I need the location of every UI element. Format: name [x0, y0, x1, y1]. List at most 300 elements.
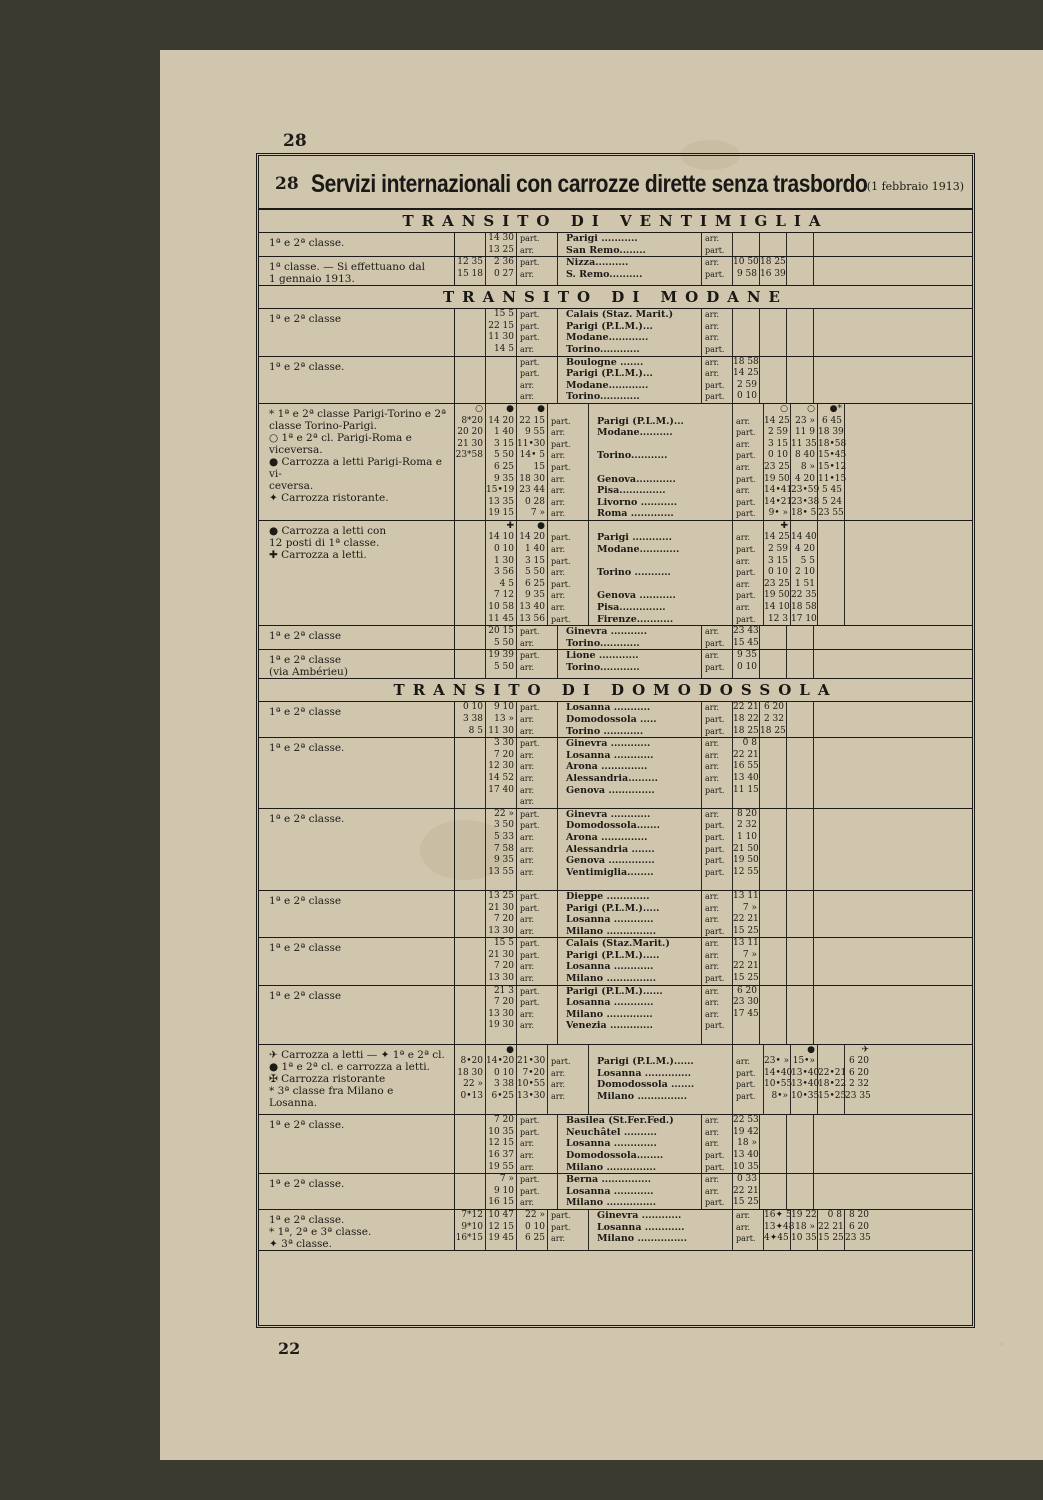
service-note	[259, 809, 455, 890]
arr-part-cell: arr.	[705, 1009, 720, 1019]
time-cell: 15•19	[486, 485, 515, 496]
time-column	[486, 233, 517, 256]
departure-times	[455, 257, 517, 285]
time-column	[733, 986, 760, 1044]
return-times	[733, 257, 840, 285]
time-cell	[814, 878, 840, 890]
station-name: Parigi (P.L.M.).....	[566, 902, 660, 914]
part-arr-cell: arr.	[520, 974, 535, 984]
time-cell: 13•40	[791, 1079, 820, 1090]
time-cell	[733, 1032, 759, 1044]
part-arr-cell: part.	[520, 891, 540, 901]
time-cell	[814, 1174, 840, 1186]
time-cell: 9 55	[524, 427, 545, 438]
time-cell: 12 15	[488, 1138, 514, 1149]
time-cell	[787, 796, 813, 808]
time-cell	[818, 556, 844, 568]
arr-part-cell: part.	[736, 428, 756, 438]
service-note	[259, 650, 455, 678]
time-cell	[845, 1103, 871, 1115]
time-cell: 16 15	[488, 1197, 514, 1208]
part-arr-cell: part.	[520, 939, 540, 949]
part-arr-cell: part.	[551, 533, 571, 543]
station-name: Milano ...............	[566, 1161, 657, 1173]
station-name: Losanna ............	[566, 749, 654, 761]
time-cell: 1 40	[524, 544, 545, 555]
time-cell	[787, 1115, 813, 1127]
time-cell	[486, 1103, 516, 1115]
time-cell	[814, 391, 840, 403]
time-cell	[455, 938, 485, 950]
time-cell: 18 22	[733, 714, 759, 724]
time-cell	[787, 961, 813, 973]
arr-part-cell: arr.	[705, 739, 720, 749]
part-arr-cell: part.	[551, 439, 571, 449]
time-cell	[455, 950, 485, 962]
part-arr-column	[517, 986, 558, 1044]
time-cell: 23 30	[733, 997, 759, 1008]
time-column	[764, 1209, 795, 1250]
service-block	[259, 702, 972, 738]
time-column	[760, 357, 787, 403]
part-arr-cell: part.	[520, 369, 540, 379]
service-note	[259, 1210, 455, 1250]
time-cell: 0 10	[736, 662, 757, 672]
time-column	[455, 738, 486, 808]
part-arr-cell: arr.	[520, 1162, 535, 1172]
time-cell	[845, 508, 871, 520]
part-arr-cell: part.	[520, 321, 540, 331]
time-cell: 21 50	[733, 843, 759, 854]
time-cell	[814, 357, 840, 369]
arr-part-cell: arr.	[705, 651, 720, 661]
time-cell: 22 15	[519, 415, 545, 426]
time-cell	[787, 714, 813, 726]
time-cell: 2 59	[767, 544, 788, 555]
timetable-header	[259, 160, 972, 210]
time-cell	[517, 1045, 547, 1057]
time-column	[814, 891, 840, 937]
time-cell: 11 30	[488, 332, 514, 343]
time-cell	[760, 1115, 786, 1127]
time-cell: 14 10	[764, 602, 790, 613]
station-name: Arona ..............	[566, 831, 648, 843]
arr-part-column	[733, 1045, 764, 1115]
arr-part-cell: arr.	[705, 234, 720, 243]
time-cell	[455, 832, 485, 844]
arr-part-cell: part.	[736, 497, 756, 507]
time-cell: 7•20	[522, 1067, 545, 1078]
time-cell	[814, 855, 840, 867]
time-cell: 4 5	[499, 578, 514, 589]
stations-column	[558, 1174, 702, 1209]
arr-part-cell: arr.	[705, 750, 720, 760]
time-cell: 7 20	[493, 961, 514, 972]
time-column	[733, 626, 760, 649]
time-cell	[455, 796, 485, 808]
time-cell: 23•38	[791, 496, 820, 507]
time-column	[760, 938, 787, 984]
part-arr-column	[548, 1210, 589, 1250]
time-cell: 18 25	[733, 725, 759, 736]
station-name: Domodossola .......	[597, 1079, 695, 1091]
time-cell	[486, 878, 516, 890]
note-line: ceversa.	[269, 479, 314, 492]
time-cell: 2 59	[767, 427, 788, 438]
part-arr-cell: part.	[520, 651, 540, 661]
time-column	[845, 1210, 871, 1250]
part-arr-cell: arr.	[551, 568, 566, 578]
time-cell	[760, 1150, 786, 1162]
time-cell: 7 20	[493, 1115, 514, 1126]
time-cell	[818, 1045, 844, 1057]
time-cell: 14 20	[488, 415, 514, 426]
time-cell	[814, 233, 840, 245]
time-column	[845, 521, 871, 625]
time-cell	[455, 556, 485, 568]
time-cell	[814, 650, 840, 662]
time-cell: 9 35	[493, 473, 514, 484]
time-cell	[486, 357, 516, 369]
time-cell	[787, 1020, 813, 1032]
station-name: Pisa..............	[597, 602, 666, 614]
arr-part-cell: arr.	[705, 1175, 720, 1185]
departure-times	[455, 650, 517, 678]
time-cell: 23• »	[764, 1056, 790, 1067]
time-cell: 15•»	[792, 1056, 815, 1067]
time-column	[760, 1115, 787, 1173]
arr-part-cell: part.	[705, 1150, 725, 1160]
departure-times	[455, 404, 548, 520]
part-arr-cell: arr.	[551, 428, 566, 438]
note-line: 1ª e 2ª classe	[269, 989, 342, 1002]
time-cell: 13 30	[488, 973, 514, 984]
time-cell: 15 5	[493, 309, 514, 320]
station-name: Milano ...............	[566, 973, 657, 985]
time-cell	[760, 738, 786, 750]
time-column	[814, 1115, 840, 1173]
time-cell	[787, 1186, 813, 1198]
arr-part-cell: part.	[705, 344, 725, 354]
time-cell: 12 55	[733, 866, 759, 877]
time-cell	[455, 867, 485, 879]
stations-column	[589, 521, 733, 625]
note-line: classe Torino-Parigi.	[269, 419, 377, 432]
time-cell: 13 30	[488, 925, 514, 936]
return-times	[733, 809, 840, 890]
time-cell: 10•35	[791, 1091, 820, 1101]
time-column	[455, 521, 486, 625]
station-name	[558, 1032, 701, 1044]
time-cell: 7 20	[493, 914, 514, 925]
time-cell: 7 »	[742, 949, 757, 960]
time-cell: 1 40	[493, 427, 514, 438]
time-column	[455, 1045, 486, 1115]
arr-part-cell: part.	[736, 568, 756, 578]
time-cell	[760, 844, 786, 856]
station-name: Torino............	[566, 343, 640, 355]
station-name: Modane..........	[597, 427, 673, 439]
time-cell	[455, 233, 485, 245]
departure-times	[455, 891, 517, 937]
return-times	[764, 1045, 871, 1115]
time-cell	[787, 903, 813, 915]
time-column	[814, 986, 840, 1044]
time-cell	[517, 1103, 547, 1115]
time-cell: 17 45	[733, 1008, 759, 1019]
time-cell	[787, 738, 813, 750]
departure-times	[455, 1210, 548, 1250]
time-cell	[760, 626, 786, 638]
arr-part-cell: arr.	[736, 603, 751, 613]
arr-part-column	[702, 809, 733, 890]
time-column	[760, 650, 787, 678]
part-arr-cell: part.	[520, 1175, 540, 1185]
time-cell	[760, 1186, 786, 1198]
arr-part-cell: part.	[705, 926, 725, 936]
station-name: Modane............	[566, 379, 649, 391]
part-arr-cell: part.	[520, 310, 540, 320]
time-cell	[760, 332, 786, 344]
part-arr-cell: arr.	[551, 1234, 566, 1244]
time-cell	[814, 1186, 840, 1198]
note-line: ● 1ª e 2ª cl. e carrozza a letti.	[269, 1060, 430, 1073]
part-arr-cell: arr.	[551, 509, 566, 519]
departure-times	[455, 986, 517, 1044]
departure-times	[455, 938, 517, 984]
note-line: 1ª e 2ª classe.	[269, 237, 345, 249]
arr-part-cell: arr.	[736, 533, 751, 543]
time-cell: 5 24	[821, 496, 842, 507]
time-cell: 9 58	[736, 268, 757, 279]
part-arr-cell: part.	[520, 903, 540, 913]
service-block	[259, 1210, 972, 1251]
time-column	[791, 404, 818, 520]
time-cell: 15•25	[818, 1091, 847, 1101]
time-cell: 0 10	[462, 702, 483, 713]
time-cell	[733, 878, 759, 890]
service-block	[259, 1045, 972, 1116]
time-cell: 22 35	[791, 590, 817, 601]
time-column	[486, 1210, 517, 1250]
time-cell: 7 »	[742, 902, 757, 913]
time-column	[787, 357, 814, 403]
arr-part-cell: arr.	[705, 310, 720, 320]
time-cell	[814, 997, 840, 1009]
time-column	[455, 257, 486, 285]
part-arr-column	[517, 702, 558, 737]
time-cell	[455, 626, 485, 638]
part-arr-cell: arr.	[520, 785, 535, 795]
arr-part-cell	[733, 1045, 763, 1057]
part-arr-cell: arr.	[520, 773, 535, 783]
arr-part-cell: part.	[736, 591, 756, 601]
station-name: Ginevra ............	[566, 808, 651, 820]
time-cell	[791, 1103, 817, 1115]
time-cell: 22 21	[733, 1185, 759, 1196]
time-cell: 3 15	[493, 438, 514, 449]
note-line: ✠ Carrozza ristorante	[269, 1072, 386, 1085]
time-cell: 8 5	[468, 725, 483, 736]
station-name: Torino............	[566, 662, 640, 673]
time-cell	[455, 1197, 485, 1209]
stations-column	[558, 257, 702, 285]
time-cell	[455, 1032, 485, 1044]
time-cell: 1 51	[794, 578, 815, 589]
station-name: Losanna ............	[566, 1185, 654, 1197]
time-cell: 19 30	[488, 1020, 514, 1031]
stations-column	[558, 938, 702, 984]
service-note	[259, 257, 455, 285]
departure-times	[455, 702, 517, 737]
part-arr-column	[517, 809, 558, 890]
return-times	[733, 702, 840, 737]
time-cell	[787, 785, 813, 797]
page-number-top: 28	[283, 131, 307, 151]
station-name: Livorno ...........	[597, 496, 678, 508]
part-arr-column	[517, 1174, 558, 1209]
note-line: 1ª e 2ª classe.	[269, 812, 345, 825]
arr-part-cell: part.	[736, 1092, 756, 1101]
part-arr-cell: arr.	[551, 545, 566, 555]
station-name: Losanna ............	[566, 997, 654, 1009]
part-arr-cell: arr.	[520, 715, 535, 724]
time-cell	[814, 773, 840, 785]
time-cell: 7 12	[493, 590, 514, 601]
arr-part-cell: arr.	[705, 998, 720, 1008]
time-cell: 17 10	[791, 613, 817, 624]
time-column	[818, 521, 845, 625]
time-cell	[760, 1162, 786, 1174]
station-name: Firenze...........	[597, 613, 674, 625]
time-column	[814, 702, 840, 737]
arr-part-cell: part.	[705, 785, 725, 795]
time-column	[791, 521, 818, 625]
time-cell	[787, 662, 813, 674]
part-arr-cell: part.	[551, 614, 571, 624]
time-cell: 19 45	[488, 1233, 514, 1244]
time-cell	[787, 750, 813, 762]
time-cell	[760, 950, 786, 962]
time-cell	[845, 556, 871, 568]
time-cell	[760, 650, 786, 662]
arr-part-cell	[702, 878, 732, 890]
time-cell: 7 »	[499, 1174, 514, 1185]
arr-part-column	[702, 309, 733, 355]
time-column	[455, 357, 486, 403]
station-name: S. Remo..........	[566, 268, 643, 280]
time-cell	[845, 567, 871, 579]
time-cell	[733, 321, 759, 333]
time-cell	[814, 662, 840, 674]
arr-part-cell: part.	[705, 726, 725, 736]
time-column	[486, 1045, 517, 1115]
arr-part-cell: arr.	[705, 627, 720, 637]
time-column	[760, 809, 787, 890]
time-cell	[455, 662, 485, 674]
time-cell	[787, 650, 813, 662]
time-column	[733, 809, 760, 890]
time-cell	[455, 638, 485, 650]
time-cell: 8•»	[771, 1091, 788, 1101]
time-cell	[455, 986, 485, 998]
time-column	[814, 233, 840, 256]
arr-part-cell: part.	[736, 1080, 756, 1090]
service-block	[259, 357, 972, 404]
time-cell	[787, 1150, 813, 1162]
time-column	[733, 257, 760, 285]
time-column	[733, 309, 760, 355]
arr-part-column	[702, 1115, 733, 1173]
time-cell: 2 36	[493, 257, 514, 268]
station-name: Parigi (P.L.M.)...	[597, 415, 684, 427]
return-times	[733, 309, 840, 355]
time-column	[455, 986, 486, 1044]
time-cell	[814, 380, 840, 392]
time-cell: 7 20	[493, 749, 514, 760]
arr-part-column	[702, 891, 733, 937]
note-line: 1ª e 2ª classe	[269, 630, 342, 643]
time-cell: 14 30	[488, 233, 514, 243]
time-cell: ●	[537, 403, 545, 414]
time-cell: ●	[506, 403, 514, 414]
time-column	[764, 404, 791, 520]
time-cell: 8•20	[460, 1056, 483, 1067]
time-cell	[760, 997, 786, 1009]
station-name: Neuchâtel ..........	[566, 1126, 657, 1138]
time-cell	[455, 1150, 485, 1162]
time-cell	[733, 245, 759, 257]
time-cell: 11•15	[818, 473, 847, 484]
time-cell	[814, 938, 840, 950]
time-cell: 23 25	[764, 578, 790, 589]
arr-part-cell: arr.	[705, 773, 720, 783]
time-cell: 13 40	[733, 1149, 759, 1160]
time-cell	[818, 532, 844, 544]
time-cell	[455, 997, 485, 1009]
time-cell	[814, 626, 840, 638]
time-cell	[814, 738, 840, 750]
time-cell	[787, 809, 813, 821]
time-cell: 23•59	[791, 485, 820, 496]
time-cell: 21 3	[493, 985, 514, 996]
time-cell	[787, 1174, 813, 1186]
stations-column	[558, 809, 702, 890]
arr-part-cell: part.	[705, 821, 725, 831]
time-cell	[455, 650, 485, 662]
time-cell: 11 9	[794, 427, 815, 438]
part-arr-column	[517, 938, 558, 984]
arr-part-cell: part.	[705, 1162, 725, 1172]
time-column	[787, 938, 814, 984]
time-column	[517, 404, 548, 520]
time-cell: 9 10	[493, 702, 514, 713]
time-cell	[760, 1197, 786, 1209]
return-times	[733, 738, 840, 808]
section-title: TRANSITO DI DOMODOSSOLA	[259, 679, 972, 702]
station-name: Parigi ............	[597, 532, 672, 544]
arr-part-cell: arr.	[705, 939, 720, 949]
time-cell	[455, 1115, 485, 1127]
note-line: ✚ Carrozza a letti.	[269, 548, 367, 561]
part-arr-cell: arr.	[520, 269, 535, 279]
time-cell: 18 25	[760, 257, 786, 268]
departure-times	[455, 309, 517, 355]
note-line: * 3ª classe fra Milano e	[269, 1084, 394, 1097]
time-cell	[760, 357, 786, 369]
service-block	[259, 738, 972, 809]
time-cell	[760, 233, 786, 245]
